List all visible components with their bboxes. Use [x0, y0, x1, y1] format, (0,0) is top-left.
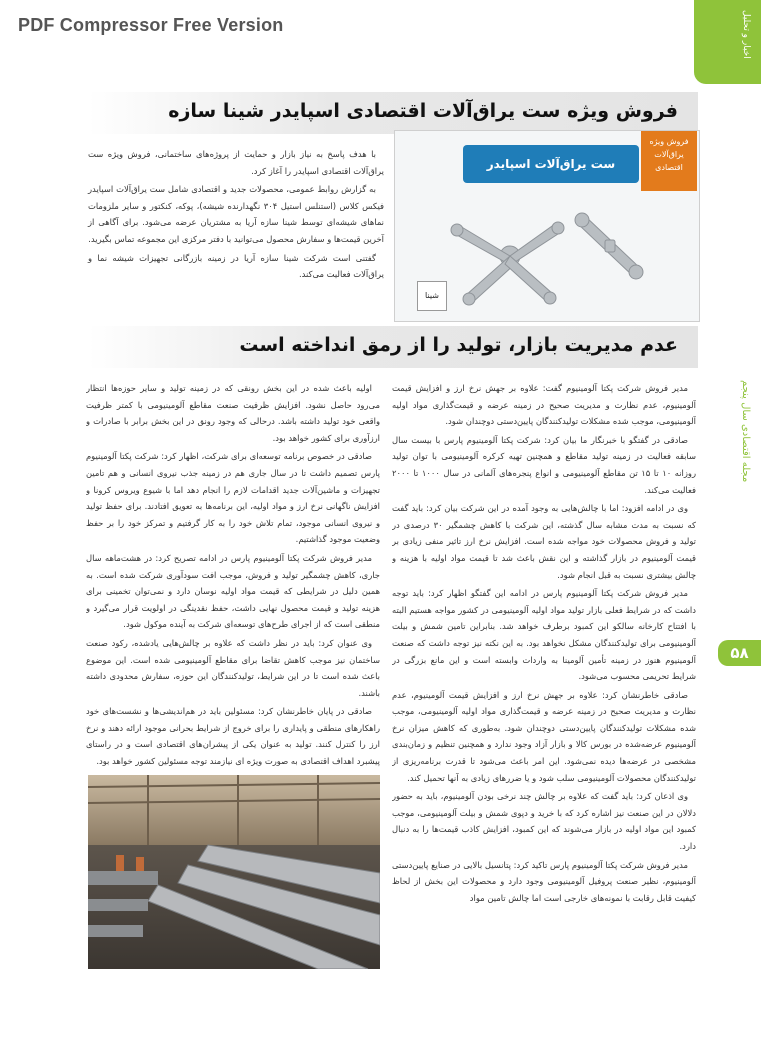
article2-paragraph: صادقی در خصوص برنامه توسعه‌ای برای شرکت، اظهار کرد: شرکت پکتا آلومینیوم پارس تصمیم داشت تا در سال جاری هم در زمینه جذب نیروی انسانی و هم تامین تجهیزات و ماشین‌آلات جدید اقدامات لازم را انجام دهد اما با شیوع ویروس کرونا و افزایش ناگهانی نرخ ارز و مواد اولیه، این برنامه‌ها به تعویق افتادند. برای حفظ تولید و نیروی انسانی موجود، تمام تلاش خود را به کار گرفتیم و تمرکز خود را بر حفظ وضعیت موجود گذاشتیم.: [86, 451, 380, 545]
article1-body: [88, 146, 384, 306]
section-tab: [694, 0, 761, 84]
watermark-text: PDF Compressor Free Version: [18, 15, 284, 35]
article2-paragraph: صادقی در گفتگو با خبرنگار ما بیان کرد: شرکت پکتا آلومینیوم پارس با بیست سال سابقه فعالیت در زمینه تولید مقاطع و همچنین تهیه کرکره آلومینیومی با توان تولید روزانه ۱۰ تا ۱۵ تن مقاطع آلومینیومی و انواع پنجره‌های آلمانی در سال ۱۰۰۰ تا ۲۰۰۰ فعالیت می‌کند.: [392, 434, 696, 495]
ad-banner-text: ست یراق‌آلات اسپایدر: [486, 157, 616, 171]
factory-photo-illustration: [88, 775, 380, 969]
spider-fitting-ad: [394, 130, 700, 322]
factory-photo: [88, 775, 380, 969]
article2-right-column: [392, 380, 696, 960]
article2-paragraph: مدیر فروش شرکت پکتا آلومینیوم پارس در ادامه این گفتگو اظهار کرد: باید توجه داشت که در شرایط فعلی بازار تولید مواد اولیه آلومینیومی در کشور مواجه هستیم البته با افتتاح کارخانه سالکو این کمبود برطرف خواهد شد. بنابراین تامین شمش و بیلت آلومینیومی برای تولیدکنندگان مشکل نخواهد بود. به این نکته نیز توجه داشت که صنعت آلومینیوم هنوز در زمینه تأمین آلومینا به واردات وابسته است و این مانع بزرگی در شرایط تحریمی محسوب می‌شود.: [392, 588, 696, 682]
article2-paragraph: صادقی در پایان خاطرنشان کرد: مسئولین باید در هم‌اندیشی‌ها و نشست‌های خود راهکارهای منطقی و پایداری را برای خروج از شرایط بحرانی موجود ارائه دهند و نرخ ارز را کنترل کنند. تولید به عنوان یکی از پیشران‌های اقتصادی است و در راستای پیشبرد اهداف اقتصادی به صورت ویژه ای نیازمند توجه مسئولین کشور خواهد بود.: [86, 706, 380, 767]
article1-title: فروش ویژه ست یراق‌آلات اقتصادی اسپایدر شینا سازه: [168, 100, 678, 122]
article2-paragraph: وی در ادامه افزود: اما با چالش‌هایی به وجود آمده در این شرکت بیان کرد: باید گفت که نسبت به مدت مشابه سال گذشته، این شرکت با کاهش چشمگیر ۳۰ درصدی در تولید و فروش محصولات خود مواجه شده است. افزایش نرخ ارز تاثیر منفی زیادی بر قیمت آلومینیوم در بازار گذاشته و این نقش باعث شد تا قیمت مواد اولیه با هزینه و چالش بیشتری نسبت به قبل انجام شود.: [392, 503, 696, 580]
article2-paragraph: وی اذعان کرد: باید گفت که علاوه بر چالش چند نرخی بودن آلومینیوم، باید به حضور دلالان در این صنعت نیز اشاره کرد که با خرید و دپوی شمش و بیلت آلومینیومی، موجب کمبود این مواد اولیه در بازار می‌شوند که این کمبود، افزایش کاذب قیمت‌ها را به دنبال دارد.: [392, 791, 696, 852]
article2-paragraph: وی عنوان کرد: باید در نظر داشت که علاوه بر چالش‌هایی یادشده، رکود صنعت ساختمان نیز موجب کاهش تقاضا برای مقاطع آلومینیومی شده است. این موضوع باعث شده است تا در این شرایط، تولیدکنندگان این حوزه، سفارش محدودی داشته باشند.: [86, 637, 380, 698]
ad-corner-text: فروش ویژه یراق‌آلات اقتصادی: [649, 137, 689, 172]
side-strip: [740, 380, 761, 980]
article1-paragraph: گفتنی است شرکت شینا سازه آریا در زمینه بازرگانی تجهیزات شیشه نما و یراق‌آلات فعالیت می‌کند.: [88, 252, 384, 280]
article1-heading-bar: [88, 92, 698, 134]
section-tab-label: اخبار و تحلیل: [741, 10, 751, 59]
article2-paragraph: اولیه باعث شده در این بخش رونقی که در زمینه تولید و سایر حوزه‌ها انتظار می‌رود حاصل نشود. افزایش ظرفیت صنعت مقاطع آلومینیومی با کمتر ظرفیت واقعی خود تولید داشته باشد. درحالی که وجود رونق در این بخش برابر با صادرات و ارزآوری برای کشور خواهد بود.: [86, 383, 380, 443]
article2-heading-bar: [88, 326, 698, 368]
side-strip-text: مجله اقتصادی سال پنجم: [740, 380, 751, 483]
article2-title: عدم مدیریت بازار، تولید را از رمق انداخته است: [239, 334, 678, 356]
article2-paragraph: مدیر فروش شرکت پکتا آلومینیوم گفت: علاوه بر جهش نرخ ارز و افزایش قیمت آلومینیوم، عدم نظارت و مدیریت صحیح در زمینه عرضه و قیمت‌گذاری مواد اولیه آلومینیومی، موجب شده مشکلات تولیدکنندگان پایین‌دستی دوچندان شود.: [392, 383, 696, 427]
article2-paragraph: صادقی خاطرنشان کرد: علاوه بر جهش نرخ ارز و افزایش قیمت آلومینیوم، عدم نظارت و مدیریت صحیح در زمینه عرضه و قیمت‌گذاری مواد اولیه آلومینیومی، موجب شده مشکلات تولیدکنندگان پایین‌دستی دوچندان شود. به‌طوری که کاهش میزان نرخ آلومینیوم عرضه‌شده در بورس کالا و بازار آزاد وجود ندارد و همچنین تنظیم و زمان‌بندی مشخصی در عرضه‌ها دیده نمی‌شود. این امر باعث می‌شود تا قدرت برنامه‌ریزی از تولیدکنندگان محصولات آلومینیومی سلب شود و یا ضررهای زیادی به آنها تحمیل کند.: [392, 689, 696, 783]
article2-left-column: [86, 380, 380, 770]
page-number: ۵۸: [718, 640, 761, 666]
ad-logo: شینا: [417, 281, 447, 311]
ad-corner-badge: [641, 131, 697, 191]
article1-paragraph: به گزارش روابط عمومی، محصولات جدید و اقتصادی شامل ست یراق‌آلات اسپایدر فیکس کلاس (استنلس استیل ۳۰۴ نگهدارنده شیشه)، پوکه، کنکتور و سایر ملزومات نماهای شیشه‌ای توسط شینا سازه آریا به مشتریان عرضه می‌شود. برای آگاهی از آخرین قیمت‌ها و سفارش محصول می‌توانید با دفتر مرکزی این مجموعه تماس بگیرید.: [88, 184, 384, 244]
ad-banner: [463, 145, 639, 183]
article1-paragraph: با هدف پاسخ به نیاز بازار و حمایت از پروژه‌های ساختمانی، فروش ویژه ست یراق‌آلات اقتصادی اسپایدر را آغاز کرد.: [88, 149, 384, 176]
article2-paragraph: مدیر فروش شرکت پکتا آلومینیوم پارس در ادامه تصریح کرد: در هشت‌ماهه سال جاری، کاهش چشمگیر تولید و فروش، موجب افت سودآوری شرکت شده است. به همین دلیل در شرایطی که قیمت مواد اولیه نوسان دارد و نمی‌توان تخمینی برای هزینه تولید و قیمت محصول نهایی داشت، حفظ نقدینگی در اولویت قرار می‌گیرد و منطقی است که از اجرای طرح‌های توسعه‌ای شرکت به آینده موکول شود.: [86, 552, 380, 630]
article2-paragraph: مدیر فروش شرکت پکتا آلومینیوم پارس تاکید کرد: پتانسیل بالایی در صنایع پایین‌دستی آلومینیوم، نظیر صنعت پروفیل آلومینیومی وجود دارد و محصولات این بخش از لحاظ کیفیت قابل رقابت با نمونه‌های خارجی است اما چالش تامین مواد: [392, 859, 696, 903]
spider-fitting-illustration: [435, 186, 655, 316]
